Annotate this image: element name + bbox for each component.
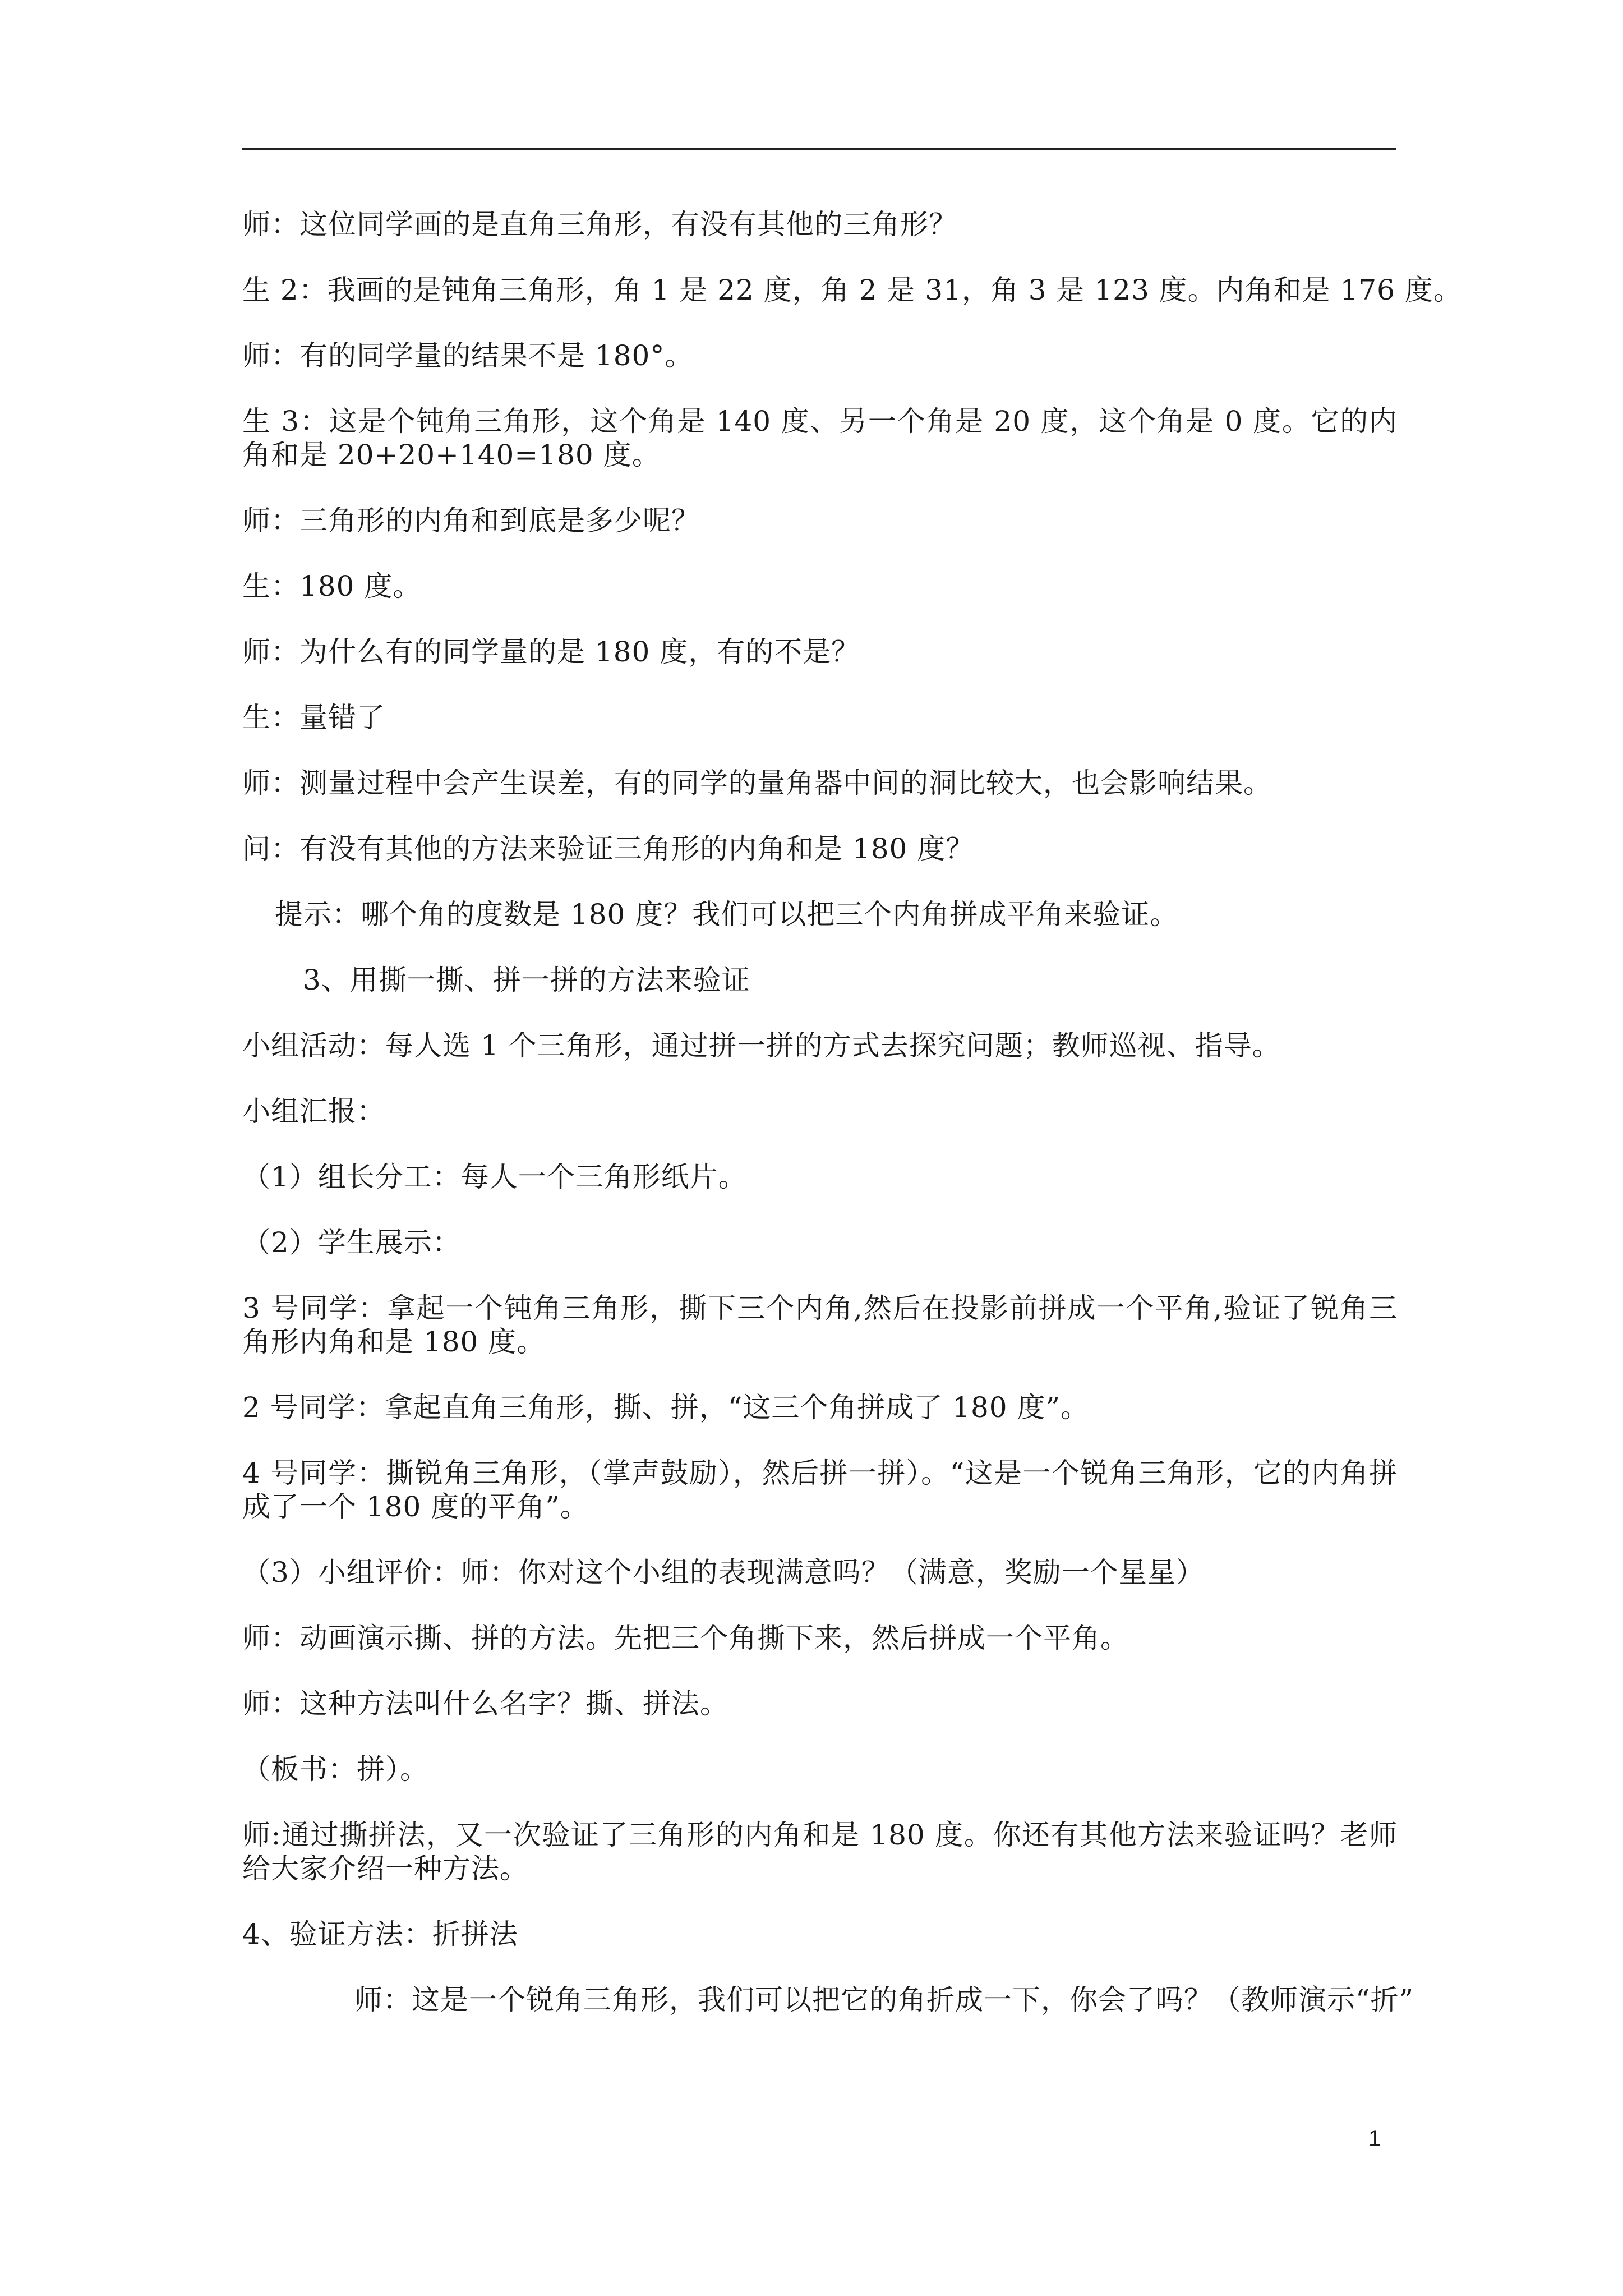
list-item: （3）小组评价：师：你对这个小组的表现满意吗？（满意，奖励一个星星） — [242, 1556, 1205, 1589]
section-heading: 4、验证方法：折拼法 — [242, 1918, 518, 1950]
dialogue-line: 4 号同学：撕锐角三角形，（掌声鼓励），然后拼一拼）。“这是一个锐角三角形，它的内角拼成了一个 180 度的平角”。 — [242, 1457, 1398, 1523]
dialogue-line: 小组活动：每人选 1 个三角形，通过拼一拼的方式去探究问题；教师巡视、指导。 — [242, 1029, 1281, 1062]
hint-line: 提示：哪个角的度数是 180 度？我们可以把三个内角拼成平角来验证。 — [275, 898, 1179, 931]
list-item: （1）组长分工：每人一个三角形纸片。 — [242, 1161, 747, 1193]
blackboard-note: （板书：拼）。 — [242, 1753, 428, 1786]
dialogue-line: 问：有没有其他的方法来验证三角形的内角和是 180 度？ — [242, 832, 975, 865]
dialogue-line: 师：这位同学画的是直角三角形，有没有其他的三角形？ — [242, 208, 957, 241]
dialogue-line: 师：动画演示撕、拼的方法。先把三个角撕下来，然后拼成一个平角。 — [242, 1622, 1129, 1654]
list-item: （2）学生展示： — [242, 1226, 461, 1259]
dialogue-line: 师：测量过程中会产生误差，有的同学的量角器中间的洞比较大，也会影响结果。 — [242, 767, 1272, 799]
dialogue-line: 师:通过撕拼法，又一次验证了三角形的内角和是 180 度。你还有其他方法来验证吗？老师给大家介绍一种方法。 — [242, 1819, 1398, 1885]
page-number: 1 — [1368, 2126, 1381, 2151]
dialogue-line: 师：这是一个锐角三角形，我们可以把它的角折成一下，你会了吗？（教师演示“折” — [354, 1984, 1414, 2016]
dialogue-line: 生 2：我画的是钝角三角形，角 1 是 22 度，角 2 是 31，角 3 是 123 度。内角和是 176 度。 — [242, 274, 1462, 306]
dialogue-line: 师：这种方法叫什么名字？撕、拼法。 — [242, 1687, 728, 1720]
dialogue-line: 师：为什么有的同学量的是 180 度，有的不是？ — [242, 636, 860, 668]
dialogue-line: 生：量错了 — [242, 701, 385, 734]
dialogue-line: 师：三角形的内角和到底是多少呢？ — [242, 504, 700, 537]
header-rule — [242, 148, 1396, 150]
section-heading: 3、用撕一撕、拼一拼的方法来验证 — [303, 964, 750, 996]
dialogue-line: 生：180 度。 — [242, 570, 422, 602]
dialogue-line: 生 3：这是个钝角三角形，这个角是 140 度、另一个角是 20 度，这个角是 0 度。它的内角和是 20+20+140=180 度。 — [242, 405, 1398, 471]
dialogue-line: 师：有的同学量的结果不是 180°。 — [242, 339, 694, 372]
dialogue-line: 3 号同学：拿起一个钝角三角形，撕下三个内角,然后在投影前拼成一个平角,验证了锐角三角形内角和是 180 度。 — [242, 1292, 1398, 1358]
dialogue-line: 小组汇报： — [242, 1095, 385, 1128]
dialogue-line: 2 号同学：拿起直角三角形，撕、拼，“这三个角拼成了 180 度”。 — [242, 1391, 1090, 1424]
body-text — [242, 208, 1462, 2049]
